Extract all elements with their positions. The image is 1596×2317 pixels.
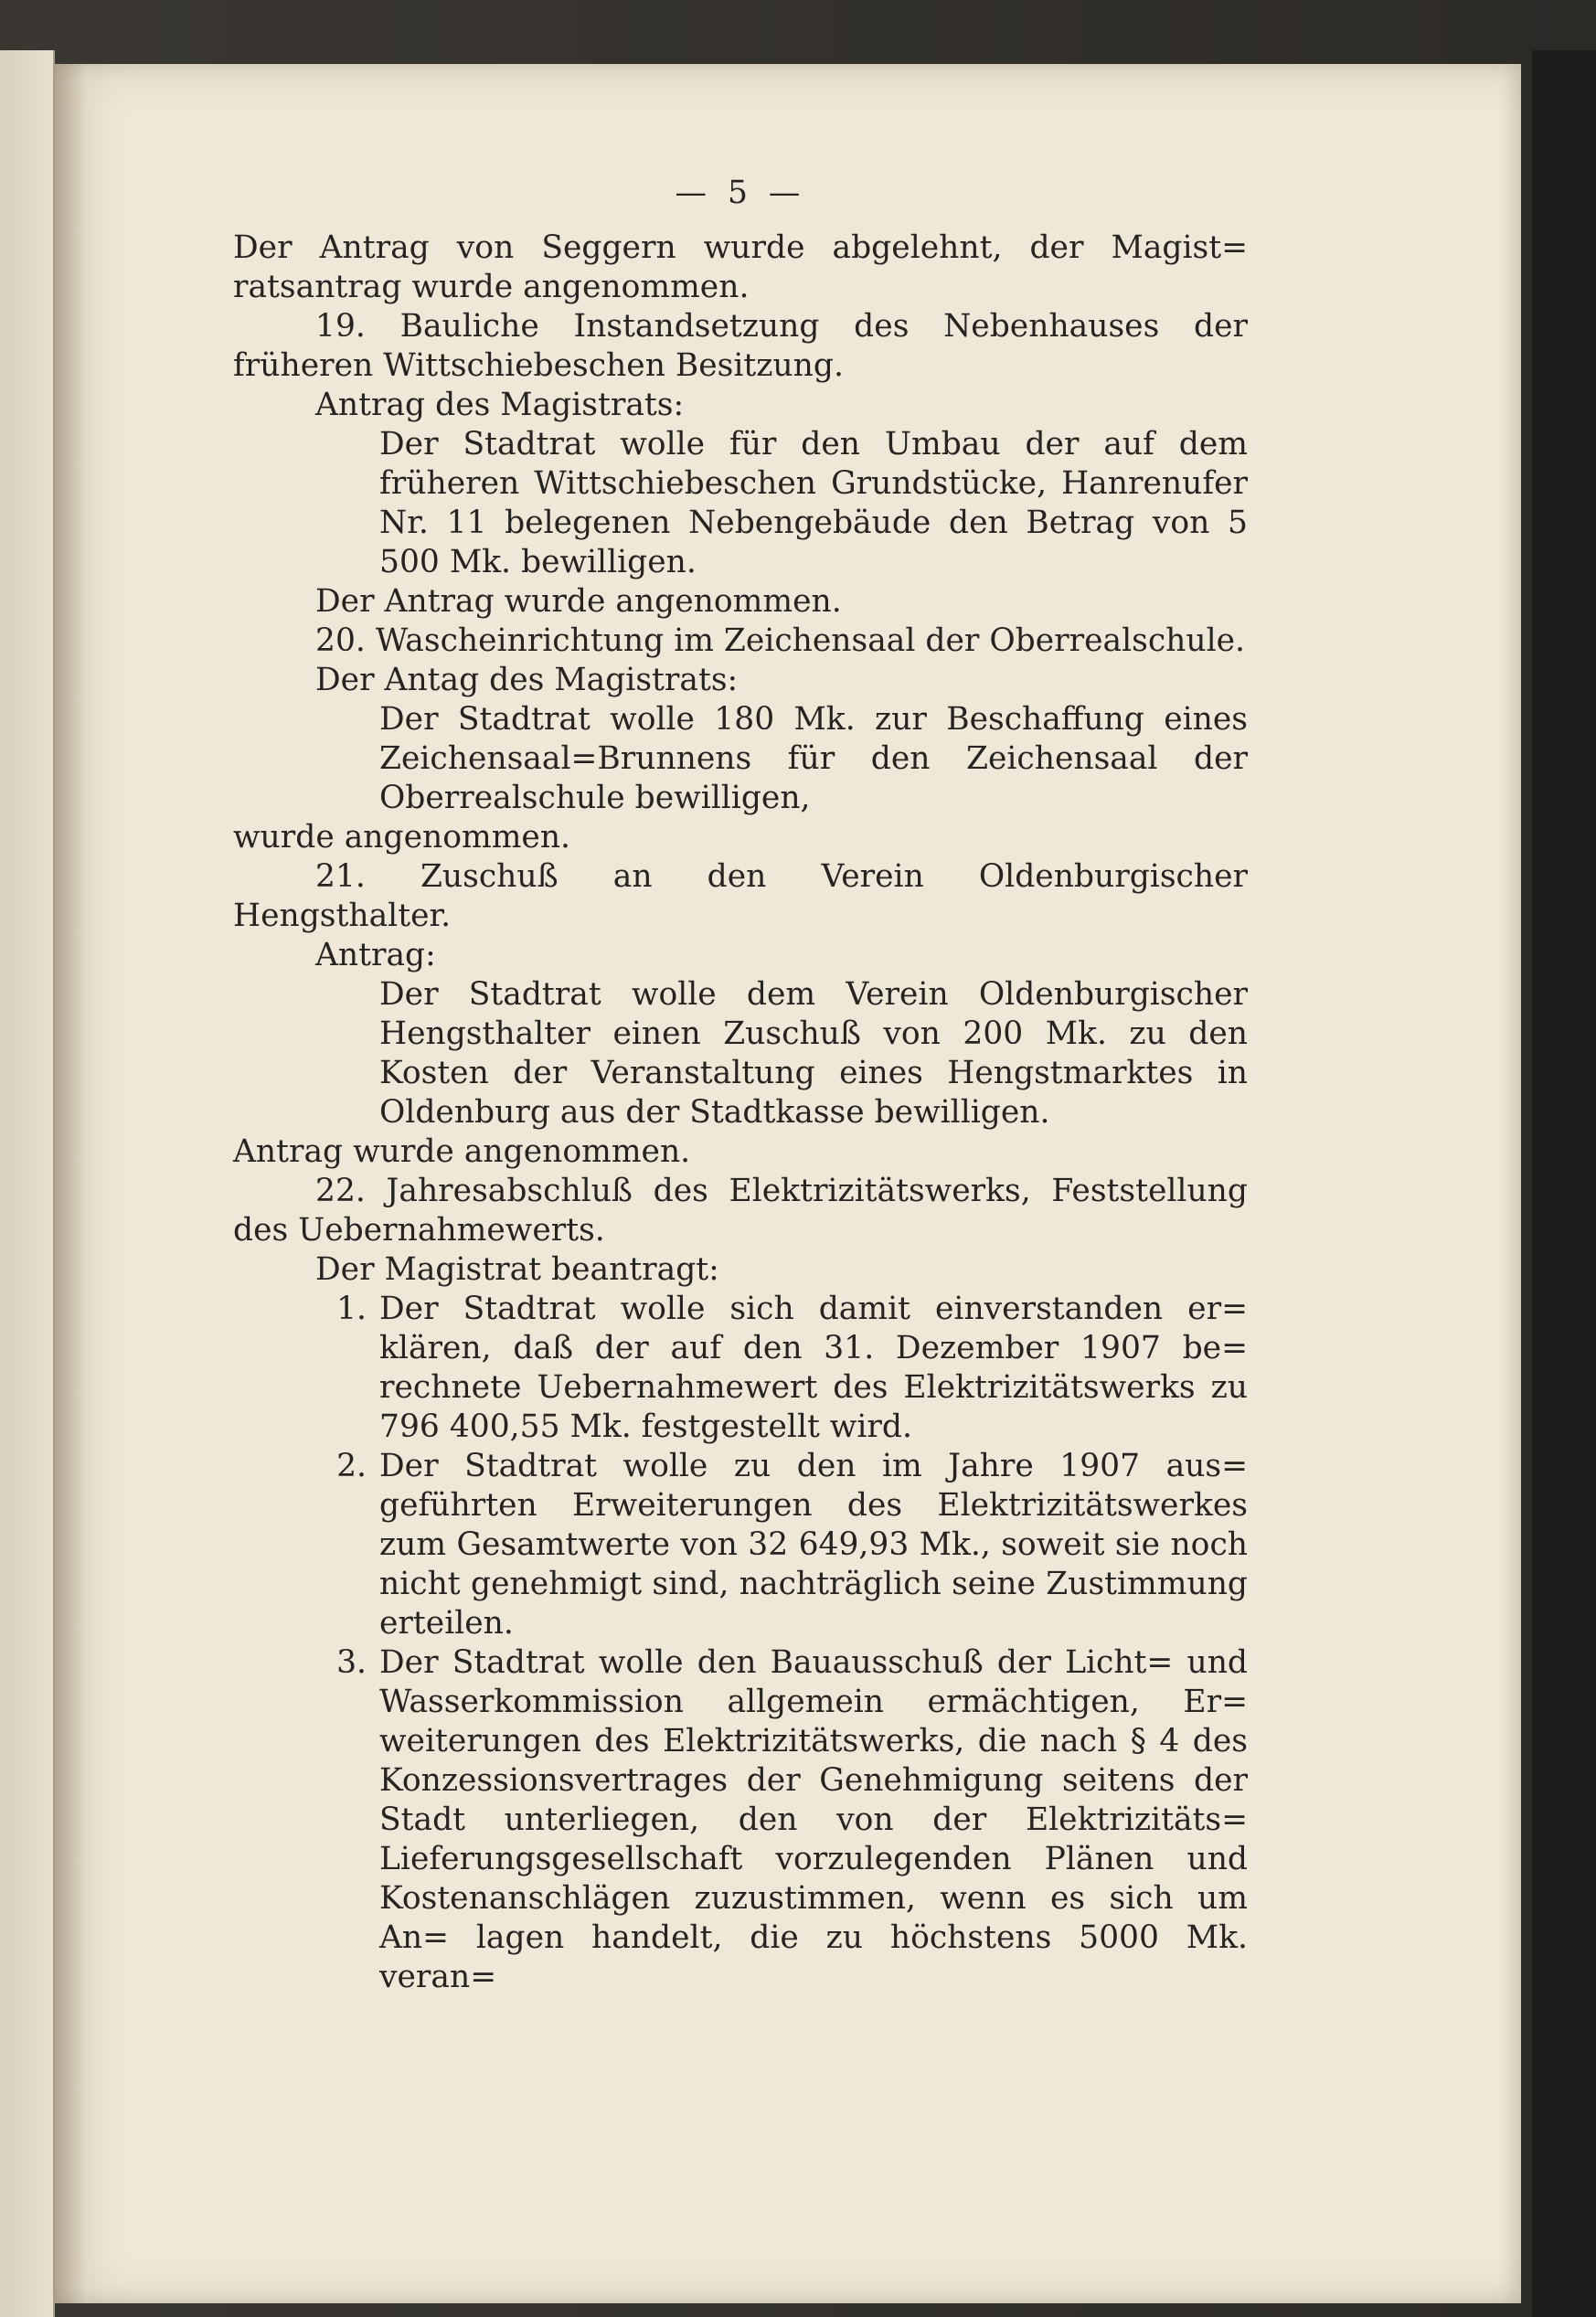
item-text: Der Stadtrat wolle sich damit einverstanden er= klären, daß der auf den 31. Dezember 1907 be= rechnete Uebernahmewert des Elektrizitätswerks zu 796 400,55 Mk. festgestellt wird. (379, 1291, 1248, 1445)
paragraph: Der Antrag von Seggern wurde abgelehnt, der Magist= ratsantrag wurde angenommen. (233, 229, 1248, 305)
item-number: 3. (336, 1644, 367, 1681)
numbered-motion-item (233, 1290, 1248, 1447)
previous-page-edge (0, 50, 55, 2317)
motion-label: Antrag: (315, 937, 436, 973)
motion-text: Der Stadtrat wolle dem Verein Oldenburgischer Hengsthalter einen Zuschuß von 200 Mk. zu den Kosten der Veranstaltung eines Hengstmarktes in Oldenburg aus der Stadtkasse bewilligen. (379, 976, 1248, 1131)
numbered-motion-item (233, 1643, 1248, 1997)
motion-text: Der Stadtrat wolle 180 Mk. zur Beschaffung eines Zeichensaal=Brunnens für den Zeichensaal der Oberrealschule bewilligen, (379, 701, 1248, 816)
item-text: Der Stadtrat wolle den Bauausschuß der Licht= und Wasserkommission allgemein ermächtigen, Er= weiterungen des Elektrizitätswerks, die nach § 4 des Konzessionsvertrages der Genehmigung seitens der Stadt unterliegen, den von der Elektrizitäts= Lieferungsgesellschaft vorzulegenden Plänen und Kostenanschlägen zuzustimmen, wenn es sich um An= lagen handelt, die zu höchstens 5000 Mk. veran= (379, 1644, 1248, 1995)
item-number: 1. (336, 1291, 367, 1327)
motion-label: Der Magistrat beantragt: (315, 1251, 719, 1288)
item-text: Der Stadtrat wolle zu den im Jahre 1907 aus= geführten Erweiterungen des Elektrizitätswerkes zum Gesamtwerte von 32 649,93 Mk., soweit sie noch nicht genehmigt sind, nachträglich seine Zustimmung erteilen. (379, 1448, 1248, 1642)
decision-text: wurde angenommen. (233, 819, 571, 856)
agenda-item-21-heading: 21. Zuschuß an den Verein Oldenburgischer Hengsthalter. (233, 858, 1248, 934)
book-cover-edge (1532, 50, 1596, 2317)
agenda-item-20-heading: 20. Wascheinrichtung im Zeichensaal der Oberrealschule. (315, 622, 1245, 659)
motion-text: Der Stadtrat wolle für den Umbau der auf dem früheren Wittschiebeschen Grundstücke, Hanrenufer Nr. 11 belegenen Nebengebäude den Betrag von 5 500 Mk. bewilligen. (379, 426, 1248, 580)
page-number: — 5 — (675, 175, 806, 211)
page-gutter-shadow (55, 64, 86, 2303)
agenda-item-19-heading: 19. Bauliche Instandsetzung des Nebenhauses der früheren Wittschiebeschen Besitzung. (233, 308, 1248, 384)
motion-label: Antrag des Magistrats: (315, 387, 685, 423)
book-page (55, 64, 1521, 2303)
numbered-motion-item (233, 1447, 1248, 1643)
decision-text: Der Antrag wurde angenommen. (315, 583, 842, 620)
page-text (233, 174, 1248, 1997)
motion-label: Der Antag des Magistrats: (315, 662, 739, 698)
item-number: 2. (336, 1448, 367, 1484)
decision-text: Antrag wurde angenommen. (233, 1133, 691, 1170)
agenda-item-22-heading: 22. Jahresabschluß des Elektrizitätswerks, Feststellung des Uebernahmewerts. (233, 1173, 1248, 1249)
